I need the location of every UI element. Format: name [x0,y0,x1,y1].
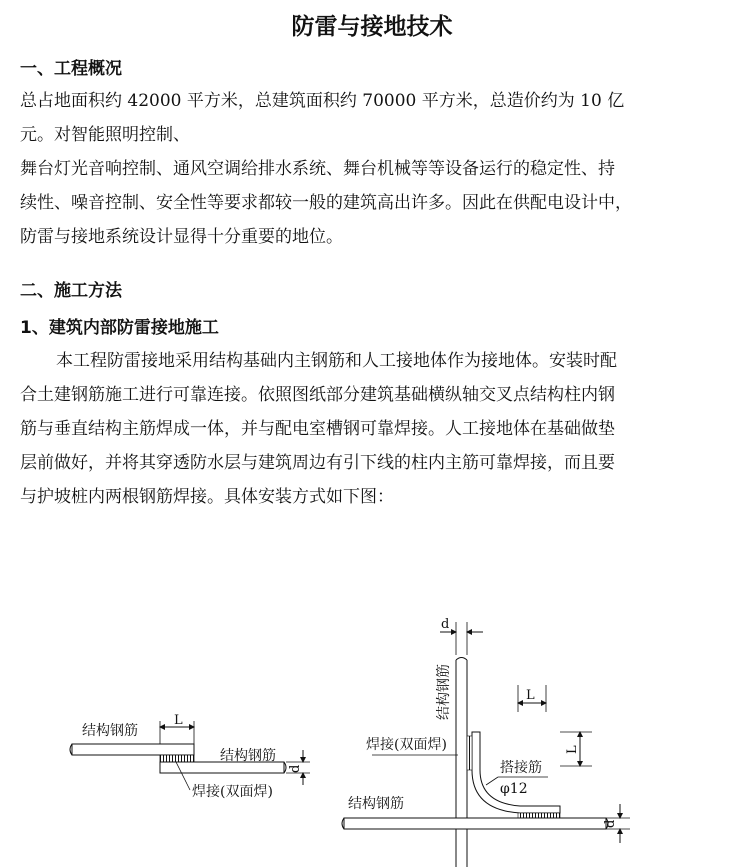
lap-weld-horizontal [518,813,560,818]
paragraph-line: 总占地面积约 42000 平方米，总建筑面积约 70000 平方米，总造价约为 10 亿 [20,91,625,111]
paragraph-line: 舞台灯光音响控制、通风空调给排水系统、舞台机械等等设备运行的稳定性、持 [20,159,615,179]
weld-bead [160,755,194,762]
thickness-label: d [603,819,618,828]
section-heading-overview: 一、工程概况 [20,59,122,79]
lap-bar-label: 搭接筋 [500,760,542,776]
thickness-label: d [288,764,303,773]
lap-leader-line [486,777,498,785]
length-label-v: L [565,745,580,754]
subsection-heading: 1、建筑内部防雷接地施工 [20,318,219,338]
length-label-h: L [526,688,535,703]
paragraph-line: 合土建钢筋施工进行可靠连接。依照图纸部分建筑基础横纵轴交叉点结构柱内钢 [20,385,615,405]
document-title: 防雷与接地技术 [291,14,453,40]
top-rebar [70,744,194,755]
horizontal-bar-label: 结构钢筋 [348,796,404,812]
paragraph-line: 筋与垂直结构主筋焊成一体，并与配电室槽钢可靠焊接。人工接地体在基础做垫 [20,419,615,439]
length-label: L [174,713,183,728]
horizontal-rebar [342,818,608,829]
paragraph-line: 本工程防雷接地采用结构基础内主钢筋和人工接地体作为接地体。安装时配 [56,351,617,371]
lap-weld-vertical [467,736,472,770]
weld-label: 焊接(双面焊) [366,737,447,753]
lap-weld-diagram [70,713,310,800]
weld-label: 焊接(双面焊) [192,784,273,800]
top-bar-label: 结构钢筋 [82,723,138,739]
bottom-bar-label: 结构钢筋 [220,748,276,764]
paragraph-line: 与护坡桩内两根钢筋焊接。具体安装方式如下图： [20,487,394,507]
t-junction-diagram [342,617,630,867]
paragraph-line: 续性、噪音控制、安全性等要求都较一般的建筑高出许多。因此在供配电设计中， [20,193,632,213]
lap-bar-spec: φ12 [500,781,528,797]
vertical-bar-label: 结构钢筋 [436,664,452,720]
paragraph-line: 防雷与接地系统设计显得十分重要的地位。 [20,227,343,247]
vertical-rebar [456,658,467,867]
paragraph-line: 元。对智能照明控制、 [20,125,190,145]
section-heading-method: 二、施工方法 [20,281,122,301]
paragraph-line: 层前做好，并将其穿透防水层与建筑周边有引下线的柱内主筋可靠焊接，而且要 [20,453,615,473]
top-thickness-label: d [441,617,450,632]
